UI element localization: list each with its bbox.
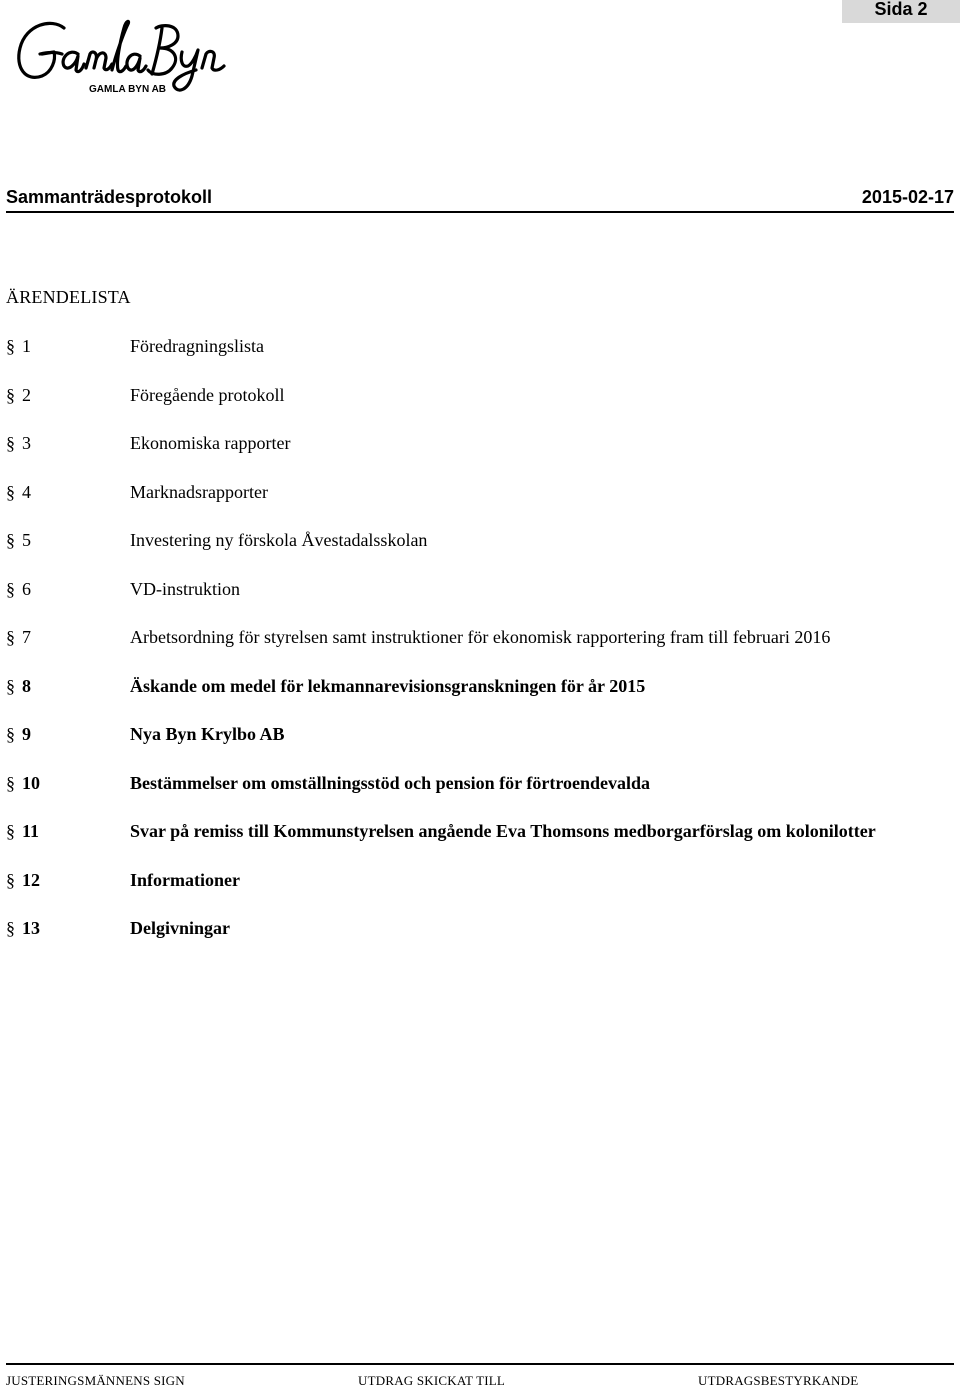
item-number: 6 [22,578,31,599]
item-number: 4 [22,481,31,502]
item-text: Delgivningar [130,918,231,938]
section-symbol: § [6,821,15,841]
list-item [6,528,906,552]
section-symbol: § [6,530,15,550]
footer-sent-label: UTDRAG SKICKAT TILL [358,1373,506,1388]
item-number: 5 [22,530,31,550]
item-number: 8 [22,675,31,696]
list-item [6,577,906,601]
item-text: VD-instruktion [130,578,240,599]
item-text: Arbetsordning för styrelsen samt instruktioner för ekonomisk rapportering fram till februari 2016 [130,627,831,647]
svg-text:GAMLA BYN AB: GAMLA BYN AB [89,84,167,95]
item-text: Marknadsrapporter [130,481,268,502]
item-number: 13 [22,918,40,938]
item-number: 12 [22,869,40,890]
section-symbol: § [6,384,15,405]
item-text: Investering ny förskola Åvestadalsskolan [130,530,428,550]
protocol-date: 2015-02-17 [861,187,954,207]
item-text: Ekonomiska rapporter [130,433,291,453]
list-item [6,916,906,940]
list-item [6,431,906,455]
page-footer [6,1363,954,1392]
item-number: 1 [22,336,31,356]
section-symbol: § [6,724,15,744]
list-heading: ÄRENDELISTA [6,287,131,307]
company-logo [12,14,227,100]
section-symbol: § [6,675,15,696]
list-item [6,868,906,892]
section-symbol: § [6,869,15,890]
list-item [6,771,906,795]
list-item [6,674,906,698]
footer-certify-label: UTDRAGSBESTYRKANDE [698,1373,859,1388]
list-item [6,625,906,649]
section-symbol: § [6,627,15,647]
section-symbol: § [6,481,15,502]
list-item [6,819,906,843]
protocol-header [6,187,954,213]
list-item [6,334,906,358]
gamla-byn-logo-icon [12,14,227,100]
protocol-title: Sammanträdesprotokoll [6,187,213,207]
footer-sign-label: JUSTERINGSMÄNNENS SIGN [6,1373,185,1388]
section-symbol: § [6,578,15,599]
item-number: 2 [22,384,31,405]
section-symbol: § [6,772,15,793]
item-number: 9 [22,724,31,744]
item-text: Äskande om medel för lekmannarevisionsgranskningen för år 2015 [130,675,646,696]
list-item [6,722,906,746]
item-number: 3 [22,433,31,453]
item-text: Föredragningslista [130,336,264,356]
item-text: Föregående protokoll [130,384,285,405]
item-text: Bestämmelser om omställningsstöd och pension för förtroendevalda [130,772,650,793]
item-number: 7 [22,627,31,647]
item-text: Informationer [130,869,240,890]
agenda-list [6,334,906,965]
page-number-label: Sida 2 [842,0,960,23]
item-text: Svar på remiss till Kommunstyrelsen angående Eva Thomsons medborgarförslag om kolonilotter [130,821,876,841]
section-symbol: § [6,918,15,938]
section-symbol: § [6,433,15,453]
item-number: 10 [22,772,40,793]
list-item [6,383,906,407]
item-number: 11 [22,821,40,841]
section-symbol: § [6,336,15,356]
item-text: Nya Byn Krylbo AB [130,724,285,744]
list-item [6,480,906,504]
